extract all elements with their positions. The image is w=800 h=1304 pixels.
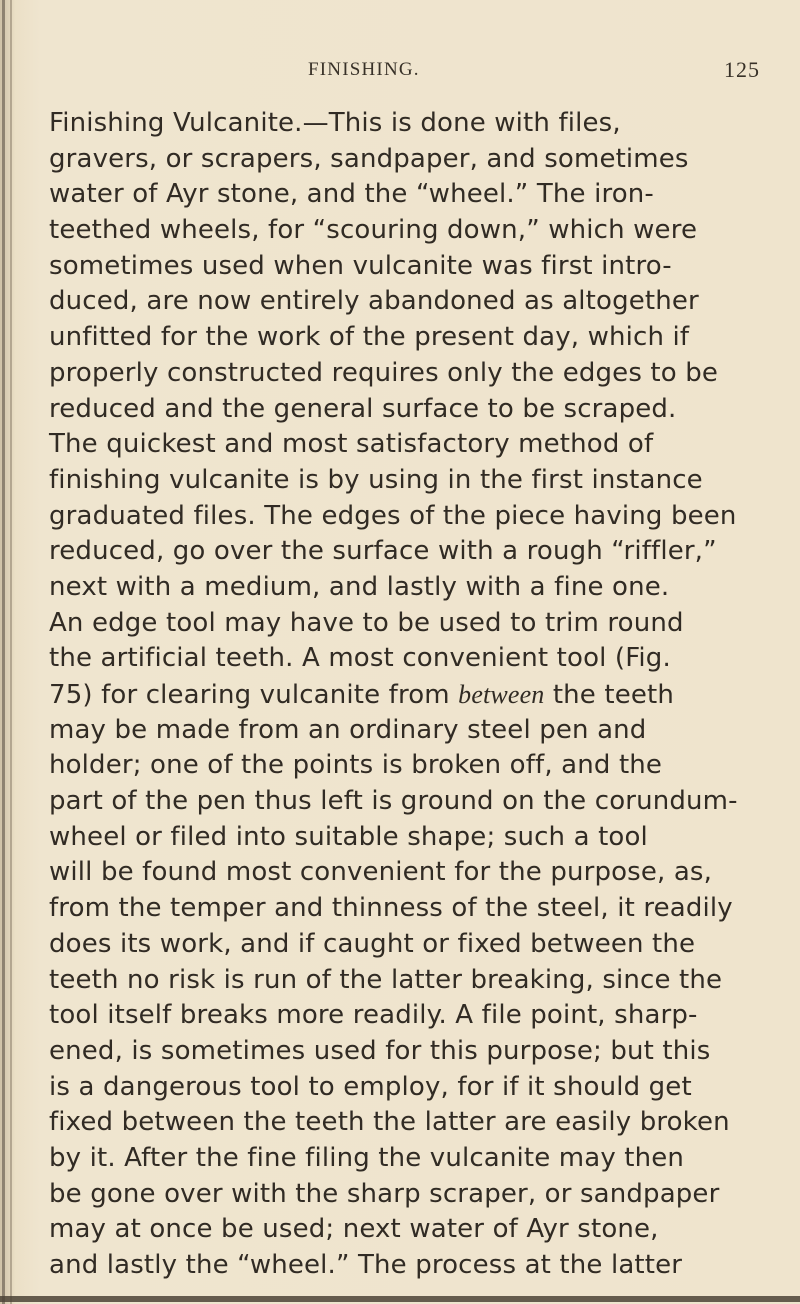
text-line: reduced and the general surface to be scraped. [49,393,677,424]
text-line: the artificial teeth. A most convenient tool (Fig. [49,643,671,674]
text-line [49,677,769,713]
text-line: by it. After the fine filing the vulcanite may then [49,1142,685,1173]
text-line: from the temper and thinness of the steel, it readily [49,893,733,924]
page-bottom-border [0,1296,800,1302]
text-line: wheel or filed into suitable shape; such a tool [49,821,648,852]
text-line: will be found most convenient for the purpose, as, [49,857,713,888]
body-text [49,106,769,1284]
text-line: ened, is sometimes used for this purpose; but this [49,1035,711,1066]
text-line: sometimes used when vulcanite was first intro- [49,250,672,281]
text-line: gravers, or scrapers, sandpaper, and sometimes [49,143,689,174]
text-line: teethed wheels, for “scouring down,” which were [49,215,698,246]
text-line: is a dangerous tool to employ, for if it should get [49,1071,692,1102]
text-line: does its work, and if caught or fixed between the [49,928,696,959]
italic-emphasis: between [458,680,545,709]
text-line: unfitted for the work of the present day, which if [49,322,690,353]
text-line: water of Ayr stone, and the “wheel.” The iron- [49,179,654,210]
text-line: duced, are now entirely abandoned as altogether [49,286,699,317]
text-line: may be made from an ordinary steel pen and [49,714,647,745]
text-line: tool itself breaks more readily. A file point, sharp- [49,1000,698,1031]
text-line: graduated files. The edges of the piece having been [49,500,737,531]
text-line: fixed between the teeth the latter are easily broken [49,1107,730,1138]
text-line: be gone over with the sharp scraper, or sandpaper [49,1178,720,1209]
page-number: 125 [724,57,760,82]
text-line: finishing vulcanite is by using in the first instance [49,464,703,495]
running-title: FINISHING. [308,59,420,80]
text-line: reduced, go over the surface with a rough “riffler,” [49,536,717,567]
binding-gutter-line-secondary [10,0,12,1304]
text-line: An edge tool may have to be used to trim round [49,607,684,638]
text-line: and lastly the “wheel.” The process at the latter [49,1250,683,1280]
text-line: part of the pen thus left is ground on the corundum- [49,786,738,817]
running-head [0,57,800,89]
text-line: Finishing Vulcanite.—This is done with files, [49,108,621,138]
text-line: properly constructed requires only the edges to be [49,357,719,388]
text-line: The quickest and most satisfactory method of [49,429,654,460]
text-line: holder; one of the points is broken off, and the [49,750,663,781]
text-line: next with a medium, and lastly with a fine one. [49,571,670,602]
text-line: teeth no risk is run of the latter breaking, since the [49,964,723,995]
text-line: may at once be used; next water of Ayr stone, [49,1214,659,1245]
text-segment: the teeth [544,680,674,710]
text-segment: 75) for clearing vulcanite from [49,680,459,710]
binding-gutter-line [2,0,5,1304]
